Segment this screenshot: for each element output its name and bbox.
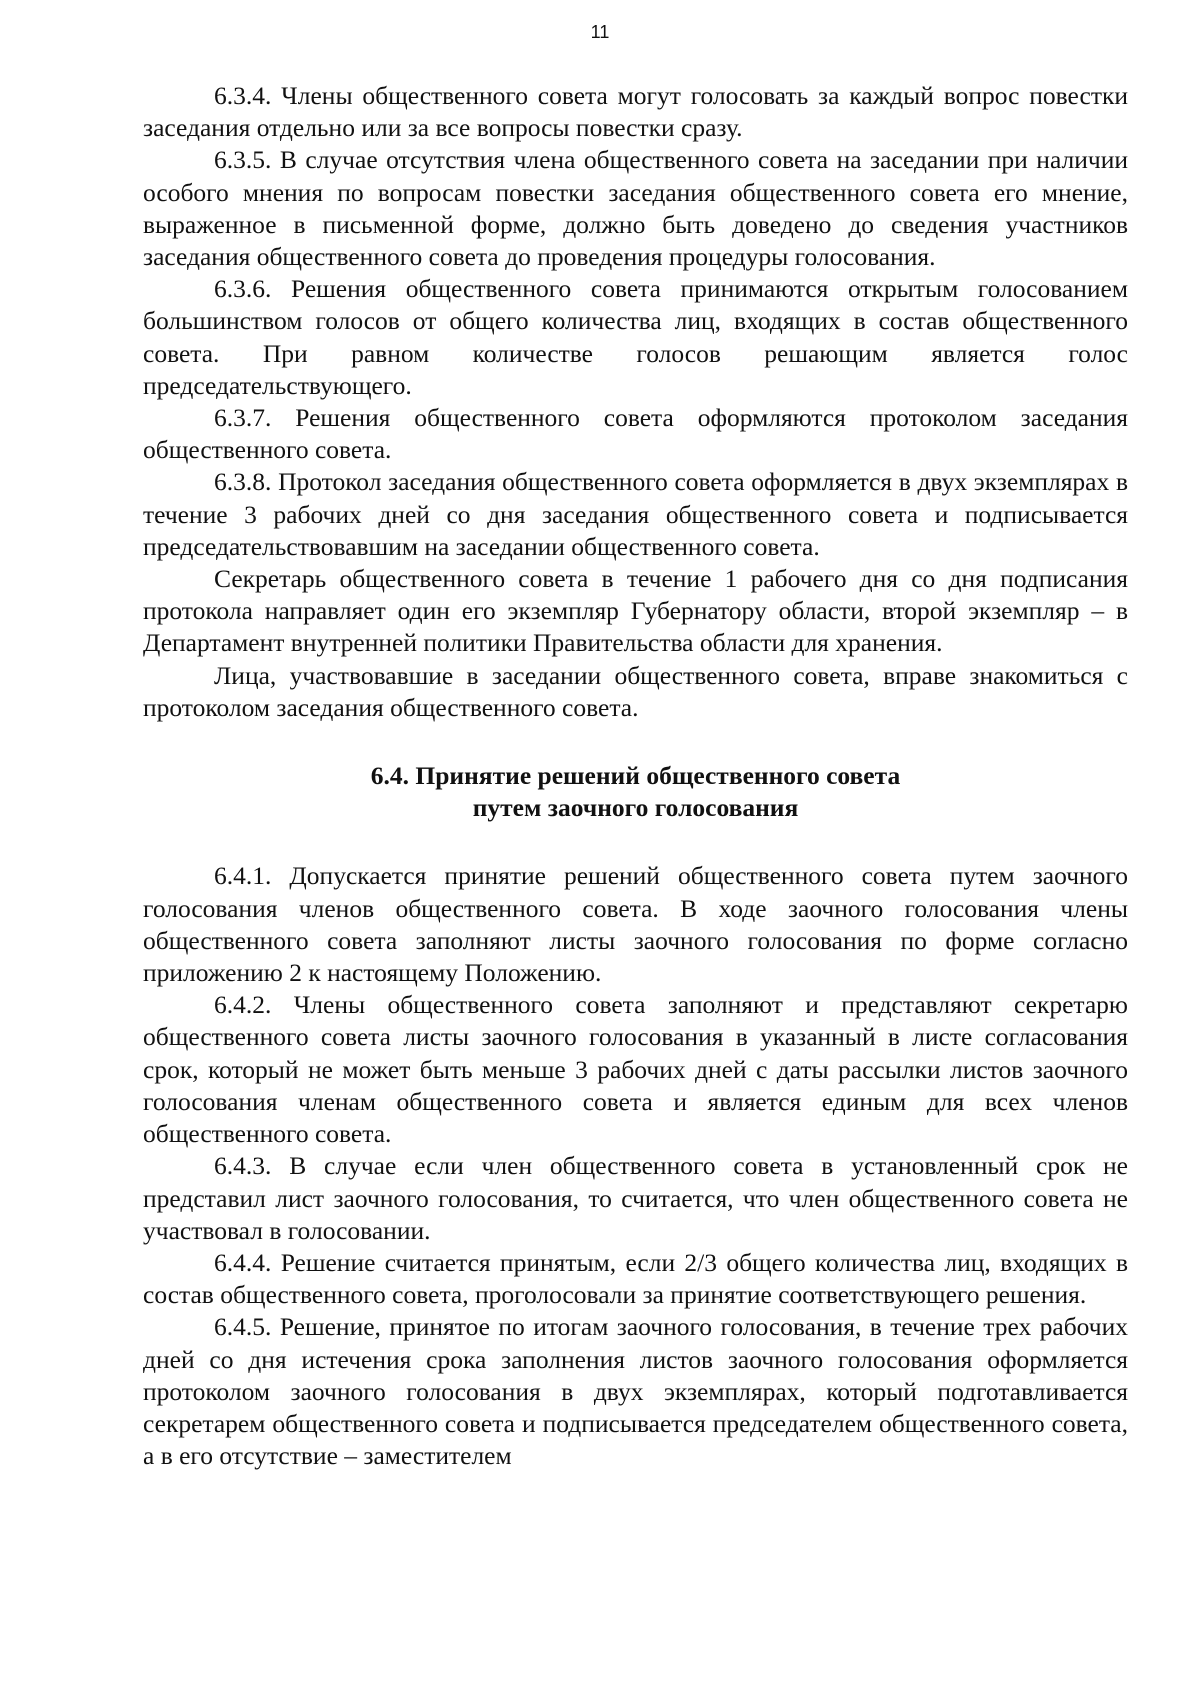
- document-body: [143, 80, 1128, 1472]
- paragraph-6-3-5: 6.3.5. В случае отсутствия члена общественного совета на заседании при наличии особого мнения по вопросам повестки заседания общественного совета его мнение, выраженное в письменной форме, должно быть доведено до сведения участников заседания общественного совета до проведения процедуры голосования.: [143, 145, 1128, 272]
- paragraph-6-4-5: 6.4.5. Решение, принятое по итогам заочного голосования, в течение трех рабочих дней со дня истечения срока заполнения листов заочного голосования оформляется протоколом заочного голосования в двух экземплярах, который подготавливается секретарем общественного совета и подписывается председателем общественного совета, а в его отсутствие – заместителем: [143, 1312, 1128, 1471]
- paragraph-6-4-4: 6.4.4. Решение считается принятым, если 2/3 общего количества лиц, входящих в состав общественного совета, проголосовали за принятие соответствующего решения.: [143, 1247, 1128, 1310]
- section-heading-line-1: 6.4. Принятие решений общественного совета: [370, 761, 901, 791]
- paragraph-6-3-8: 6.3.8. Протокол заседания общественного совета оформляется в двух экземплярах в течение 3 рабочих дней со дня заседания общественного совета и подписывается председательствовавшим на заседании общественного совета.: [143, 467, 1128, 561]
- paragraph-6-3-6: 6.3.6. Решения общественного совета принимаются открытым голосованием большинством голосов от общего количества лиц, входящих в состав общественного совета. При равном количестве голосов решающим является голос председательствующего.: [143, 274, 1128, 400]
- paragraph-secretary: Секретарь общественного совета в течение 1 рабочего дня со дня подписания протокола направляет один его экземпляр Губернатору области, второй экземпляр – в Департамент внутренней политики Правительства области для хранения.: [143, 564, 1128, 658]
- section-heading-line-2: путем заочного голосования: [472, 793, 799, 823]
- paragraph-6-4-3: 6.4.3. В случае если член общественного совета в установленный срок не представил лист заочного голосования, то считается, что член общественного совета не участвовал в голосовании.: [143, 1151, 1128, 1245]
- paragraph-6-4-2: 6.4.2. Члены общественного совета заполняют и представляют секретарю общественного совета листы заочного голосования в указанный в листе согласования срок, который не может быть меньше 3 рабочих дней с даты рассылки листов заочного голосования членам общественного совета и является единым для всех членов общественного совета.: [143, 990, 1128, 1149]
- paragraph-6-4-1: 6.4.1. Допускается принятие решений общественного совета путем заочного голосования членов общественного совета. В ходе заочного голосования члены общественного совета заполняют листы заочного голосования по форме согласно приложению 2 к настоящему Положению.: [143, 861, 1128, 988]
- section-heading-6-4: [143, 760, 1128, 824]
- page-number: 11: [590, 22, 610, 42]
- paragraph-participants: Лица, участвовавшие в заседании общественного совета, вправе знакомиться с протоколом заседания общественного совета.: [143, 660, 1128, 722]
- paragraph-6-3-4: 6.3.4. Члены общественного совета могут голосовать за каждый вопрос повестки заседания отдельно или за все вопросы повестки сразу.: [143, 81, 1128, 143]
- paragraph-6-3-7: 6.3.7. Решения общественного совета оформляются протоколом заседания общественного совета.: [143, 403, 1128, 465]
